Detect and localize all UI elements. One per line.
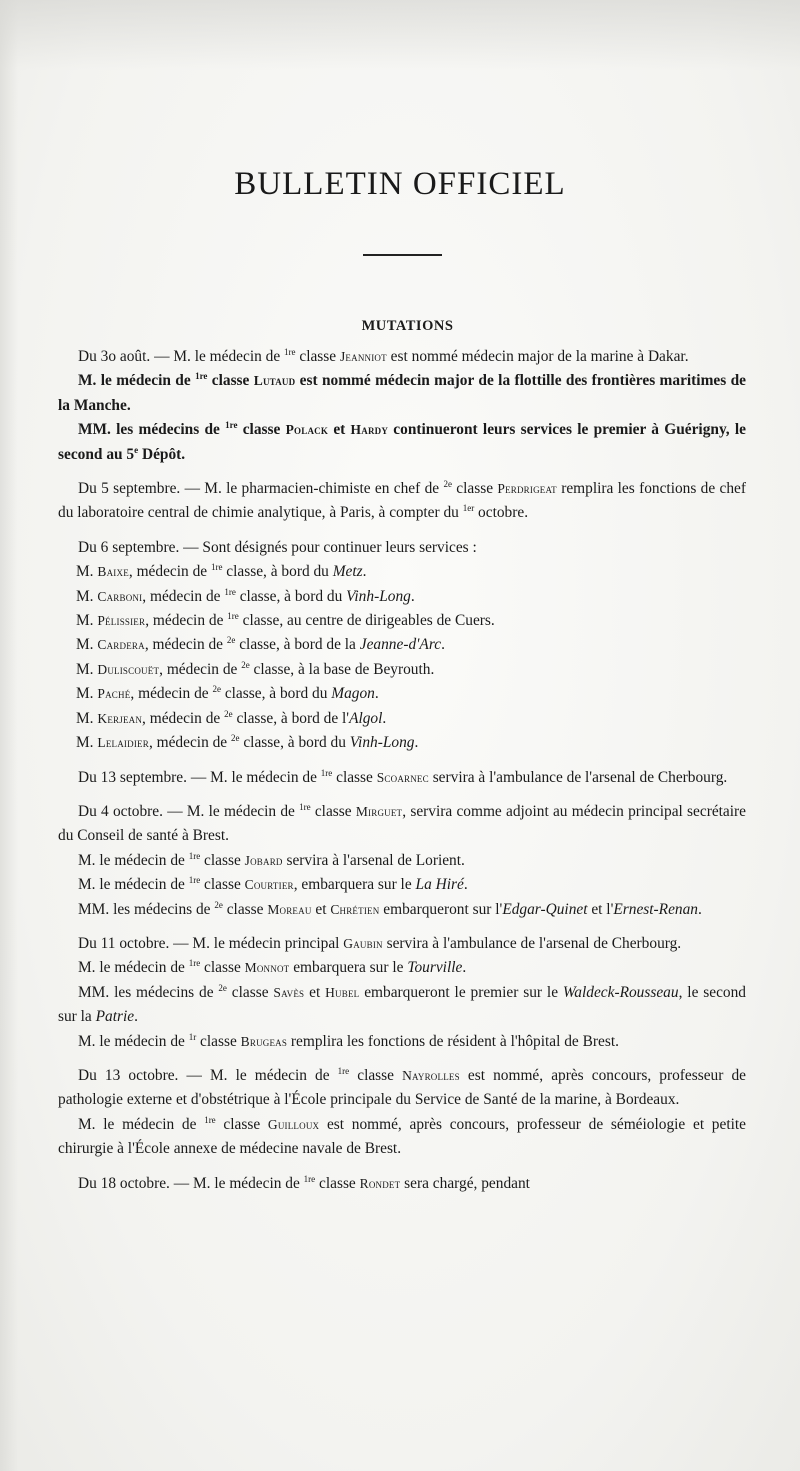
superscript: 2e xyxy=(224,708,233,719)
text-run: M. xyxy=(76,660,98,678)
ship-or-place-name: Waldeck-Rousseau xyxy=(562,983,679,1001)
person-name: Scoarnec xyxy=(376,769,429,785)
paragraph xyxy=(58,932,746,956)
person-name: Duliscouët xyxy=(97,661,160,677)
text-run: Du 13 octobre. — M. le médecin de xyxy=(78,1066,338,1084)
person-name: Hubel xyxy=(325,984,360,1000)
person-name: Pélissier xyxy=(97,613,146,629)
text-run: Du 18 octobre. — M. le médecin de xyxy=(78,1174,304,1192)
paragraph xyxy=(58,369,746,418)
text-run: . xyxy=(414,734,419,752)
text-run: , médecin de xyxy=(128,563,211,581)
paragraph xyxy=(58,658,746,682)
text-run: , médecin de xyxy=(159,660,242,678)
paragraph xyxy=(58,873,746,897)
text-run: . xyxy=(134,1008,138,1026)
text-run: embarqueront le premier sur le xyxy=(359,983,563,1001)
text-run: classe, au centre de dirigeables de Cuers. xyxy=(238,612,495,630)
text-run: M. xyxy=(76,612,98,630)
person-name: Monnot xyxy=(244,960,290,976)
ship-or-place-name: Algol xyxy=(349,709,383,727)
person-name: Moreau xyxy=(267,901,312,917)
ship-or-place-name: Ernest-Renan xyxy=(613,900,698,918)
person-name: Cardera xyxy=(97,637,145,653)
ship-or-place-name: Jeanne-d'Arc xyxy=(359,636,442,654)
superscript: re xyxy=(288,346,296,357)
superscript: 1re xyxy=(303,1173,316,1184)
text-run: classe, à bord du xyxy=(220,685,332,703)
text-run: classe xyxy=(315,1174,360,1192)
paragraph xyxy=(58,585,746,609)
ship-or-place-name: Patrie xyxy=(95,1008,135,1026)
paragraph xyxy=(58,956,746,980)
paragraph xyxy=(58,418,746,467)
paragraph xyxy=(58,1113,746,1162)
superscript: 1re xyxy=(188,875,201,885)
paragraph xyxy=(58,898,746,922)
superscript: 1re xyxy=(337,1065,350,1076)
text-run: , médecin de xyxy=(145,612,228,630)
text-run: classe, à bord du xyxy=(239,734,350,752)
text-run: Du 5 septembre. — M. le pharmacien-chimiste en chef de xyxy=(78,480,444,498)
superscript: 1re xyxy=(227,610,239,621)
section-heading: MUTATIONS xyxy=(361,318,454,334)
paragraph xyxy=(58,707,746,731)
superscript: 2e xyxy=(443,478,452,489)
superscript: 1re xyxy=(224,586,236,597)
text-run: classe xyxy=(200,959,245,977)
paragraph xyxy=(58,536,746,560)
paragraph xyxy=(58,800,746,849)
text-run: M. le médecin de xyxy=(78,876,189,894)
person-name: Jobard xyxy=(244,852,283,868)
paragraph xyxy=(58,560,746,584)
paragraph xyxy=(58,1172,746,1196)
text-run: est nommé, après concours, professeur de séméiologie et petite chirurgie à l'École annexe de médecine navale de Brest. xyxy=(58,1115,746,1158)
text-run: est nommé médecin major de la flottille des frontières maritimes de la Manche. xyxy=(58,372,746,414)
text-run: classe, à bord de l' xyxy=(232,709,350,727)
paragraph xyxy=(58,1064,746,1113)
text-run: remplira les fonctions de chef du laboratoire central de chimie analytique, à Paris, à compter du xyxy=(58,480,747,522)
text-run: classe xyxy=(207,372,254,390)
text-run: M. xyxy=(76,734,98,752)
person-name: Chrétien xyxy=(330,901,380,917)
text-run: , médecin de xyxy=(142,587,225,605)
superscript: 1re xyxy=(188,958,201,969)
superscript: 2e xyxy=(214,899,223,910)
text-run: , médecin de xyxy=(144,636,227,654)
ship-or-place-name: Tourville xyxy=(407,959,463,977)
superscript: 1r xyxy=(188,1031,197,1042)
superscript: 1er xyxy=(462,503,475,514)
text-run: et xyxy=(328,421,351,439)
text-run: octobre. xyxy=(474,504,529,522)
text-run: Du 4 octobre. — M. le médecin de xyxy=(78,802,300,820)
text-run: est nommé, après concours, professeur de pathologie externe et d'obstétrique à l'École principale du Service de Santé de la marine, à Bordeaux. xyxy=(58,1066,746,1109)
text-run: et l' xyxy=(587,900,614,918)
text-run: , servira comme adjoint au médecin principal secrétaire du Conseil de santé à Brest. xyxy=(58,802,746,845)
person-name: Baixe xyxy=(97,564,129,580)
person-name: Perdrigeat xyxy=(497,481,557,497)
person-name: Nayrolles xyxy=(402,1067,460,1083)
paragraph xyxy=(58,849,746,873)
text-run: classe xyxy=(332,768,377,786)
text-run: classe xyxy=(200,851,245,869)
text-run: . xyxy=(374,685,379,703)
text-run: servira à l'ambulance de l'arsenal de Cherbourg. xyxy=(428,768,728,786)
superscript: 2e xyxy=(231,732,240,743)
text-run: classe, à bord du xyxy=(235,587,347,605)
text-run: embarquera sur le xyxy=(289,959,408,977)
person-name: Lutaud xyxy=(253,373,296,389)
person-name: Courtier xyxy=(244,877,294,893)
superscript: 1re xyxy=(299,801,311,812)
text-run: . xyxy=(382,709,387,727)
superscript: e xyxy=(134,444,139,455)
text-run: . xyxy=(441,636,445,654)
superscript: 2e xyxy=(218,982,227,993)
text-run: . xyxy=(463,876,468,894)
person-name: Rondet xyxy=(359,1175,401,1191)
person-name: Hardy xyxy=(350,422,389,438)
ship-or-place-name: La Hiré xyxy=(415,876,464,894)
text-run: sera chargé, pendant xyxy=(400,1174,530,1192)
person-name: Carboni xyxy=(97,588,143,604)
person-name: Paché xyxy=(97,686,131,702)
paragraph xyxy=(58,477,746,526)
paragraph xyxy=(58,1030,746,1054)
text-run: classe, à la base de Beyrouth. xyxy=(249,660,435,678)
text-run: , médecin de xyxy=(148,734,231,752)
superscript: 1re xyxy=(188,850,201,861)
paragraph xyxy=(58,766,746,790)
text-run: classe xyxy=(200,876,245,894)
person-name: Gaubin xyxy=(343,935,383,951)
text-run: Du 11 octobre. — M. le médecin principal xyxy=(78,934,344,952)
text-run: M. xyxy=(76,709,98,727)
person-name: Jeanniot xyxy=(339,349,387,364)
text-run: . xyxy=(698,900,702,918)
text-run: remplira les fonctions de résident à l'hôpital de Brest. xyxy=(287,1032,619,1050)
text-run: Du 6 septembre. — Sont désignés pour continuer leurs services : xyxy=(78,538,477,556)
text-run: , médecin de xyxy=(142,709,225,727)
text-run: M. le médecin de xyxy=(78,1115,205,1133)
text-run: classe xyxy=(295,348,340,365)
paragraph xyxy=(58,633,746,657)
text-run: , le second sur la xyxy=(58,983,746,1026)
text-run: . xyxy=(462,959,467,977)
text-run: classe xyxy=(196,1032,241,1050)
text-run: Du 3o août. — M. le médecin de xyxy=(78,348,285,365)
scan-shadow-top xyxy=(0,0,800,70)
person-name: Kerjean xyxy=(97,710,143,726)
person-name: Guilloux xyxy=(267,1116,320,1132)
ship-or-place-name: Vinh-Long xyxy=(349,734,415,752)
superscript: 2e xyxy=(212,684,221,695)
text-run: M. xyxy=(76,563,98,581)
person-name: Savès xyxy=(273,984,305,1000)
text-run: classe xyxy=(237,421,286,439)
text-run: Dépôt. xyxy=(138,445,186,463)
text-run: M. xyxy=(76,587,98,605)
text-run: MM. les médecins de xyxy=(78,983,219,1001)
title-divider xyxy=(363,254,442,256)
superscript: 1re xyxy=(204,1114,216,1125)
text-run: classe xyxy=(222,900,268,918)
text-run: classe, à bord du xyxy=(222,563,333,581)
text-run: continueront leurs services le premier à Guérigny, le second au 5 xyxy=(58,421,747,463)
superscript: 1 xyxy=(284,346,289,357)
text-run: classe xyxy=(349,1066,403,1084)
paragraph xyxy=(58,345,746,369)
text-run: . xyxy=(362,563,367,581)
superscript: 1re xyxy=(225,420,238,431)
person-name: Lelaidier xyxy=(97,735,149,751)
scan-shadow-left xyxy=(0,0,18,1471)
ship-or-place-name: Metz xyxy=(332,563,363,581)
page-title: BULLETIN OFFICIEL xyxy=(234,166,566,202)
text-run: et xyxy=(304,983,326,1001)
text-run: classe xyxy=(226,983,274,1001)
text-run: est nommé médecin major de la marine à Dakar. xyxy=(386,348,689,365)
superscript: 1re xyxy=(195,371,208,382)
text-run: MM. les médecins de xyxy=(78,421,226,439)
text-run: M. le médecin de xyxy=(78,851,189,869)
superscript: 2e xyxy=(226,635,236,646)
document-body xyxy=(58,345,746,1196)
superscript: 1re xyxy=(320,767,333,778)
person-name: Polack xyxy=(285,422,329,438)
person-name: Brugeas xyxy=(240,1033,288,1049)
text-run: M. xyxy=(76,685,98,703)
text-run: , embarquera sur le xyxy=(293,876,416,894)
person-name: Mirguet xyxy=(355,803,403,819)
text-run: classe xyxy=(310,802,356,820)
text-run: MM. les médecins de xyxy=(78,900,215,918)
text-run: embarqueront sur l' xyxy=(379,900,503,918)
text-run: . xyxy=(410,587,415,605)
ship-or-place-name: Edgar-Quinet xyxy=(502,900,588,918)
text-run: , médecin de xyxy=(130,685,213,703)
text-run: M. le médecin de xyxy=(78,1032,189,1050)
text-run: et xyxy=(311,900,331,918)
paragraph xyxy=(58,981,746,1030)
text-run: servira à l'ambulance de l'arsenal de Cherbourg. xyxy=(382,934,682,952)
paragraph xyxy=(58,731,746,755)
text-run: M. le médecin de xyxy=(78,372,196,390)
text-run: M. le médecin de xyxy=(78,959,189,977)
text-run: classe xyxy=(451,480,498,498)
ship-or-place-name: Magon xyxy=(331,685,375,703)
text-run: M. xyxy=(76,636,98,654)
text-run: Du 13 septembre. — M. le médecin de xyxy=(78,768,321,786)
superscript: 2e xyxy=(241,659,250,670)
paragraph xyxy=(58,682,746,706)
superscript: 1re xyxy=(210,562,223,573)
text-run: classe, à bord de la xyxy=(235,636,360,654)
paragraph xyxy=(58,609,746,633)
ship-or-place-name: Vinh-Long xyxy=(346,587,411,605)
text-run: servira à l'arsenal de Lorient. xyxy=(282,851,465,869)
text-run: classe xyxy=(215,1115,268,1133)
